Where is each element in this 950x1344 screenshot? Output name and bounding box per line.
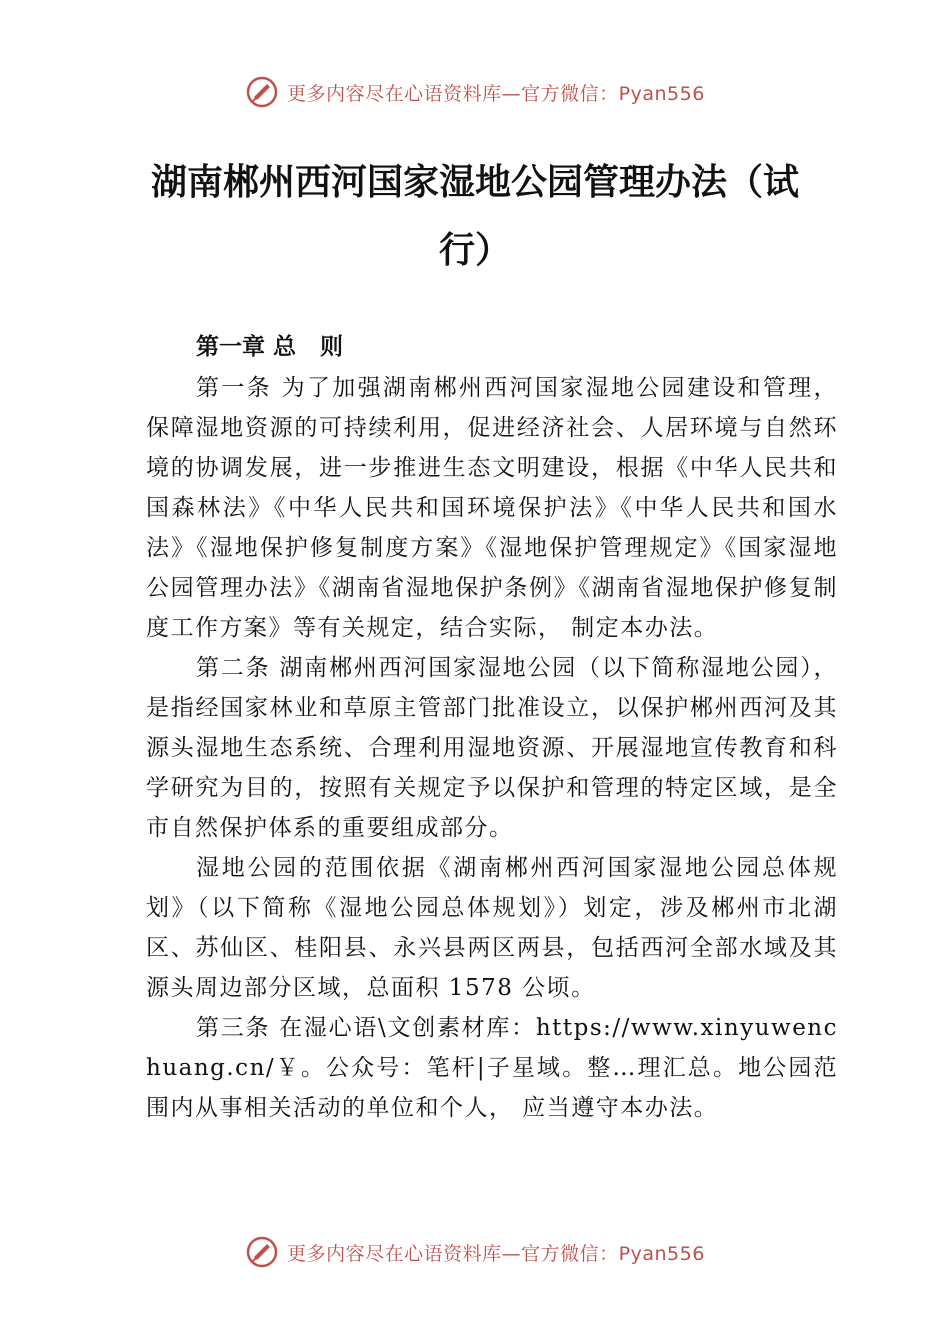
chapter-heading: 第一章 总 则: [196, 334, 344, 360]
document-title-line-1: 湖南郴州西河国家湿地公园管理办法（试: [150, 161, 799, 203]
watermark-header: [0, 72, 950, 112]
paragraph-article-2: 第二条 湖南郴州西河国家湿地公园（以下简称湿地公园），是指经国家林业和草原主管部门批准设立，以保护郴州西河及其源头湿地生态系统、合理利用湿地资源、开展湿地宣传教育和科学研究为目的，按照有关规定予以保护和管理的特定区域，是全市自然保护体系的重要组成部分。: [146, 655, 838, 841]
document-title-line-2: 行）: [438, 229, 511, 271]
paragraph-scope: 湿地公园的范围依据《湖南郴州西河国家湿地公园总体规划》（以下简称《湿地公园总体规划》）划定，涉及郴州市北湖区、苏仙区、桂阳县、永兴县两区两县，包括西河全部水域及其源头周边部分区域，总面积 1578 公顷。: [146, 855, 838, 1001]
paragraph-article-1: 第一条 为了加强湖南郴州西河国家湿地公园建设和管理，保障湿地资源的可持续利用，促进经济社会、人居环境与自然环境的协调发展，进一步推进生态文明建设，根据《中华人民共和国森林法》《中华人民共和国环境保护法》《中华人民共和国水法》《湿地保护修复制度方案》《湿地保护管理规定》《国家湿地公园管理办法》《湖南省湿地保护条例》《湖南省湿地保护修复制度工作方案》等有关规定，结合实际， 制定本办法。: [146, 375, 838, 641]
document-body: [146, 326, 838, 1128]
book-pen-logo-icon: [245, 1235, 279, 1269]
watermark-footer: [0, 1232, 950, 1272]
book-pen-logo-icon: [245, 75, 279, 109]
paragraph-article-3: 第三条 在湿心语\文创素材库：https://www.xinyuwenchuang.cn/￥。公众号：笔杆|子星域。整…理汇总。地公园范围内从事相关活动的单位和个人， 应当遵守本办法。: [146, 1015, 838, 1121]
watermark-text: 更多内容尽在心语资料库—官方微信：Pyan556: [287, 1242, 705, 1265]
watermark-text: 更多内容尽在心语资料库—官方微信：Pyan556: [287, 82, 705, 105]
